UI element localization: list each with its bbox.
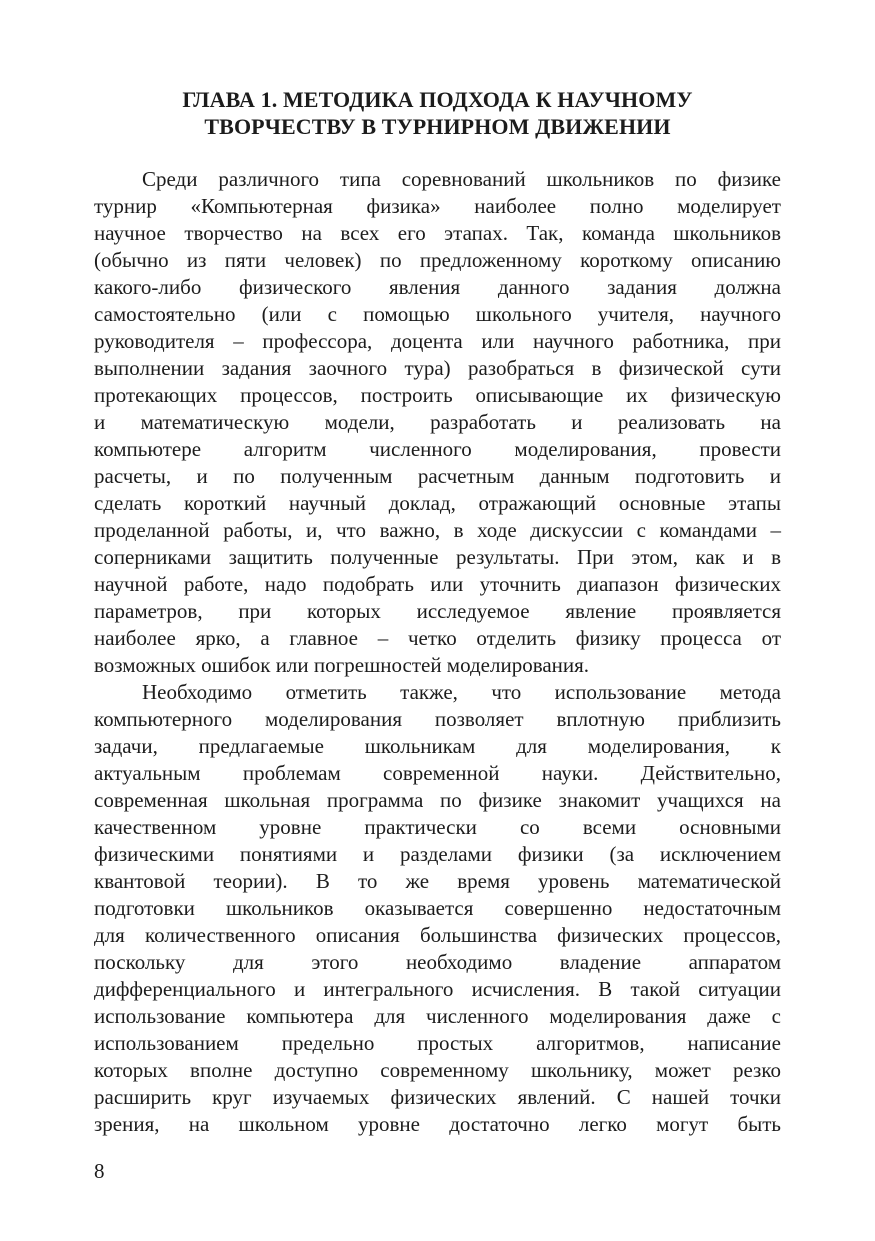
text-line: параметров, при которых исследуемое явление проявляется bbox=[94, 599, 781, 623]
text-line: Необходимо отметить также, что использование метода bbox=[142, 680, 781, 704]
text-line: для количественного описания большинства физических процессов, bbox=[94, 923, 781, 947]
text-line: расширить круг изучаемых физических явлений. С нашей точки bbox=[94, 1085, 781, 1109]
text-line: и математическую модели, разработать и реализовать на bbox=[94, 410, 781, 434]
text-line: (обычно из пяти человек) по предложенному короткому описанию bbox=[94, 248, 781, 272]
text-line: наиболее ярко, а главное – четко отделить физику процесса от bbox=[94, 626, 781, 650]
body-text bbox=[94, 166, 781, 1138]
text-line: сделать короткий научный доклад, отражающий основные этапы bbox=[94, 491, 781, 515]
chapter-title-line: ГЛАВА 1. МЕТОДИКА ПОДХОДА К НАУЧНОМУ bbox=[182, 87, 693, 112]
text-line: выполнении задания заочного тура) разобраться в физической сути bbox=[94, 356, 781, 380]
text-line: какого-либо физического явления данного задания должна bbox=[94, 275, 781, 299]
page-number: 8 bbox=[94, 1159, 105, 1183]
text-line: актуальным проблемам современной науки. Действительно, bbox=[94, 761, 781, 785]
text-line: дифференциального и интегрального исчисления. В такой ситуации bbox=[94, 977, 781, 1001]
text-line: задачи, предлагаемые школьникам для моделирования, к bbox=[94, 734, 781, 758]
text-line: научное творчество на всех его этапах. Так, команда школьников bbox=[94, 221, 781, 245]
text-line: физическими понятиями и разделами физики (за исключением bbox=[94, 842, 781, 866]
chapter-title-line: ТВОРЧЕСТВУ В ТУРНИРНОМ ДВИЖЕНИИ bbox=[204, 114, 671, 139]
text-line: проделанной работы, и, что важно, в ходе дискуссии с командами – bbox=[94, 518, 781, 542]
text-line: поскольку для этого необходимо владение аппаратом bbox=[94, 950, 781, 974]
text-line: возможных ошибок или погрешностей моделирования. bbox=[94, 653, 590, 677]
text-line: самостоятельно (или с помощью школьного учителя, научного bbox=[94, 302, 781, 326]
text-line: использование компьютера для численного моделирования даже с bbox=[94, 1004, 781, 1028]
paragraph-1 bbox=[94, 166, 781, 679]
text-line: зрения, на школьном уровне достаточно легко могут быть bbox=[94, 1112, 781, 1136]
text-line: турнир «Компьютерная физика» наиболее полно моделирует bbox=[94, 194, 781, 218]
text-line: использованием предельно простых алгоритмов, написание bbox=[94, 1031, 781, 1055]
text-line: качественном уровне практически со всеми основными bbox=[94, 815, 781, 839]
text-line: научной работе, надо подобрать или уточнить диапазон физических bbox=[94, 572, 781, 596]
text-line: руководителя – профессора, доцента или научного работника, при bbox=[94, 329, 781, 353]
paragraph-2 bbox=[94, 679, 781, 1138]
text-line: Среди различного типа соревнований школьников по физике bbox=[142, 167, 781, 191]
chapter-title bbox=[94, 86, 781, 140]
text-line: которых вполне доступно современному школьнику, может резко bbox=[94, 1058, 781, 1082]
text-line: соперниками защитить полученные результаты. При этом, как и в bbox=[94, 545, 781, 569]
text-line: компьютере алгоритм численного моделирования, провести bbox=[94, 437, 781, 461]
text-line: подготовки школьников оказывается совершенно недостаточным bbox=[94, 896, 781, 920]
text-line: современная школьная программа по физике знакомит учащихся на bbox=[94, 788, 781, 812]
text-line: расчеты, и по полученным расчетным данным подготовить и bbox=[94, 464, 781, 488]
text-line: компьютерного моделирования позволяет вплотную приблизить bbox=[94, 707, 781, 731]
text-line: квантовой теории). В то же время уровень математической bbox=[94, 869, 781, 893]
text-line: протекающих процессов, построить описывающие их физическую bbox=[94, 383, 781, 407]
